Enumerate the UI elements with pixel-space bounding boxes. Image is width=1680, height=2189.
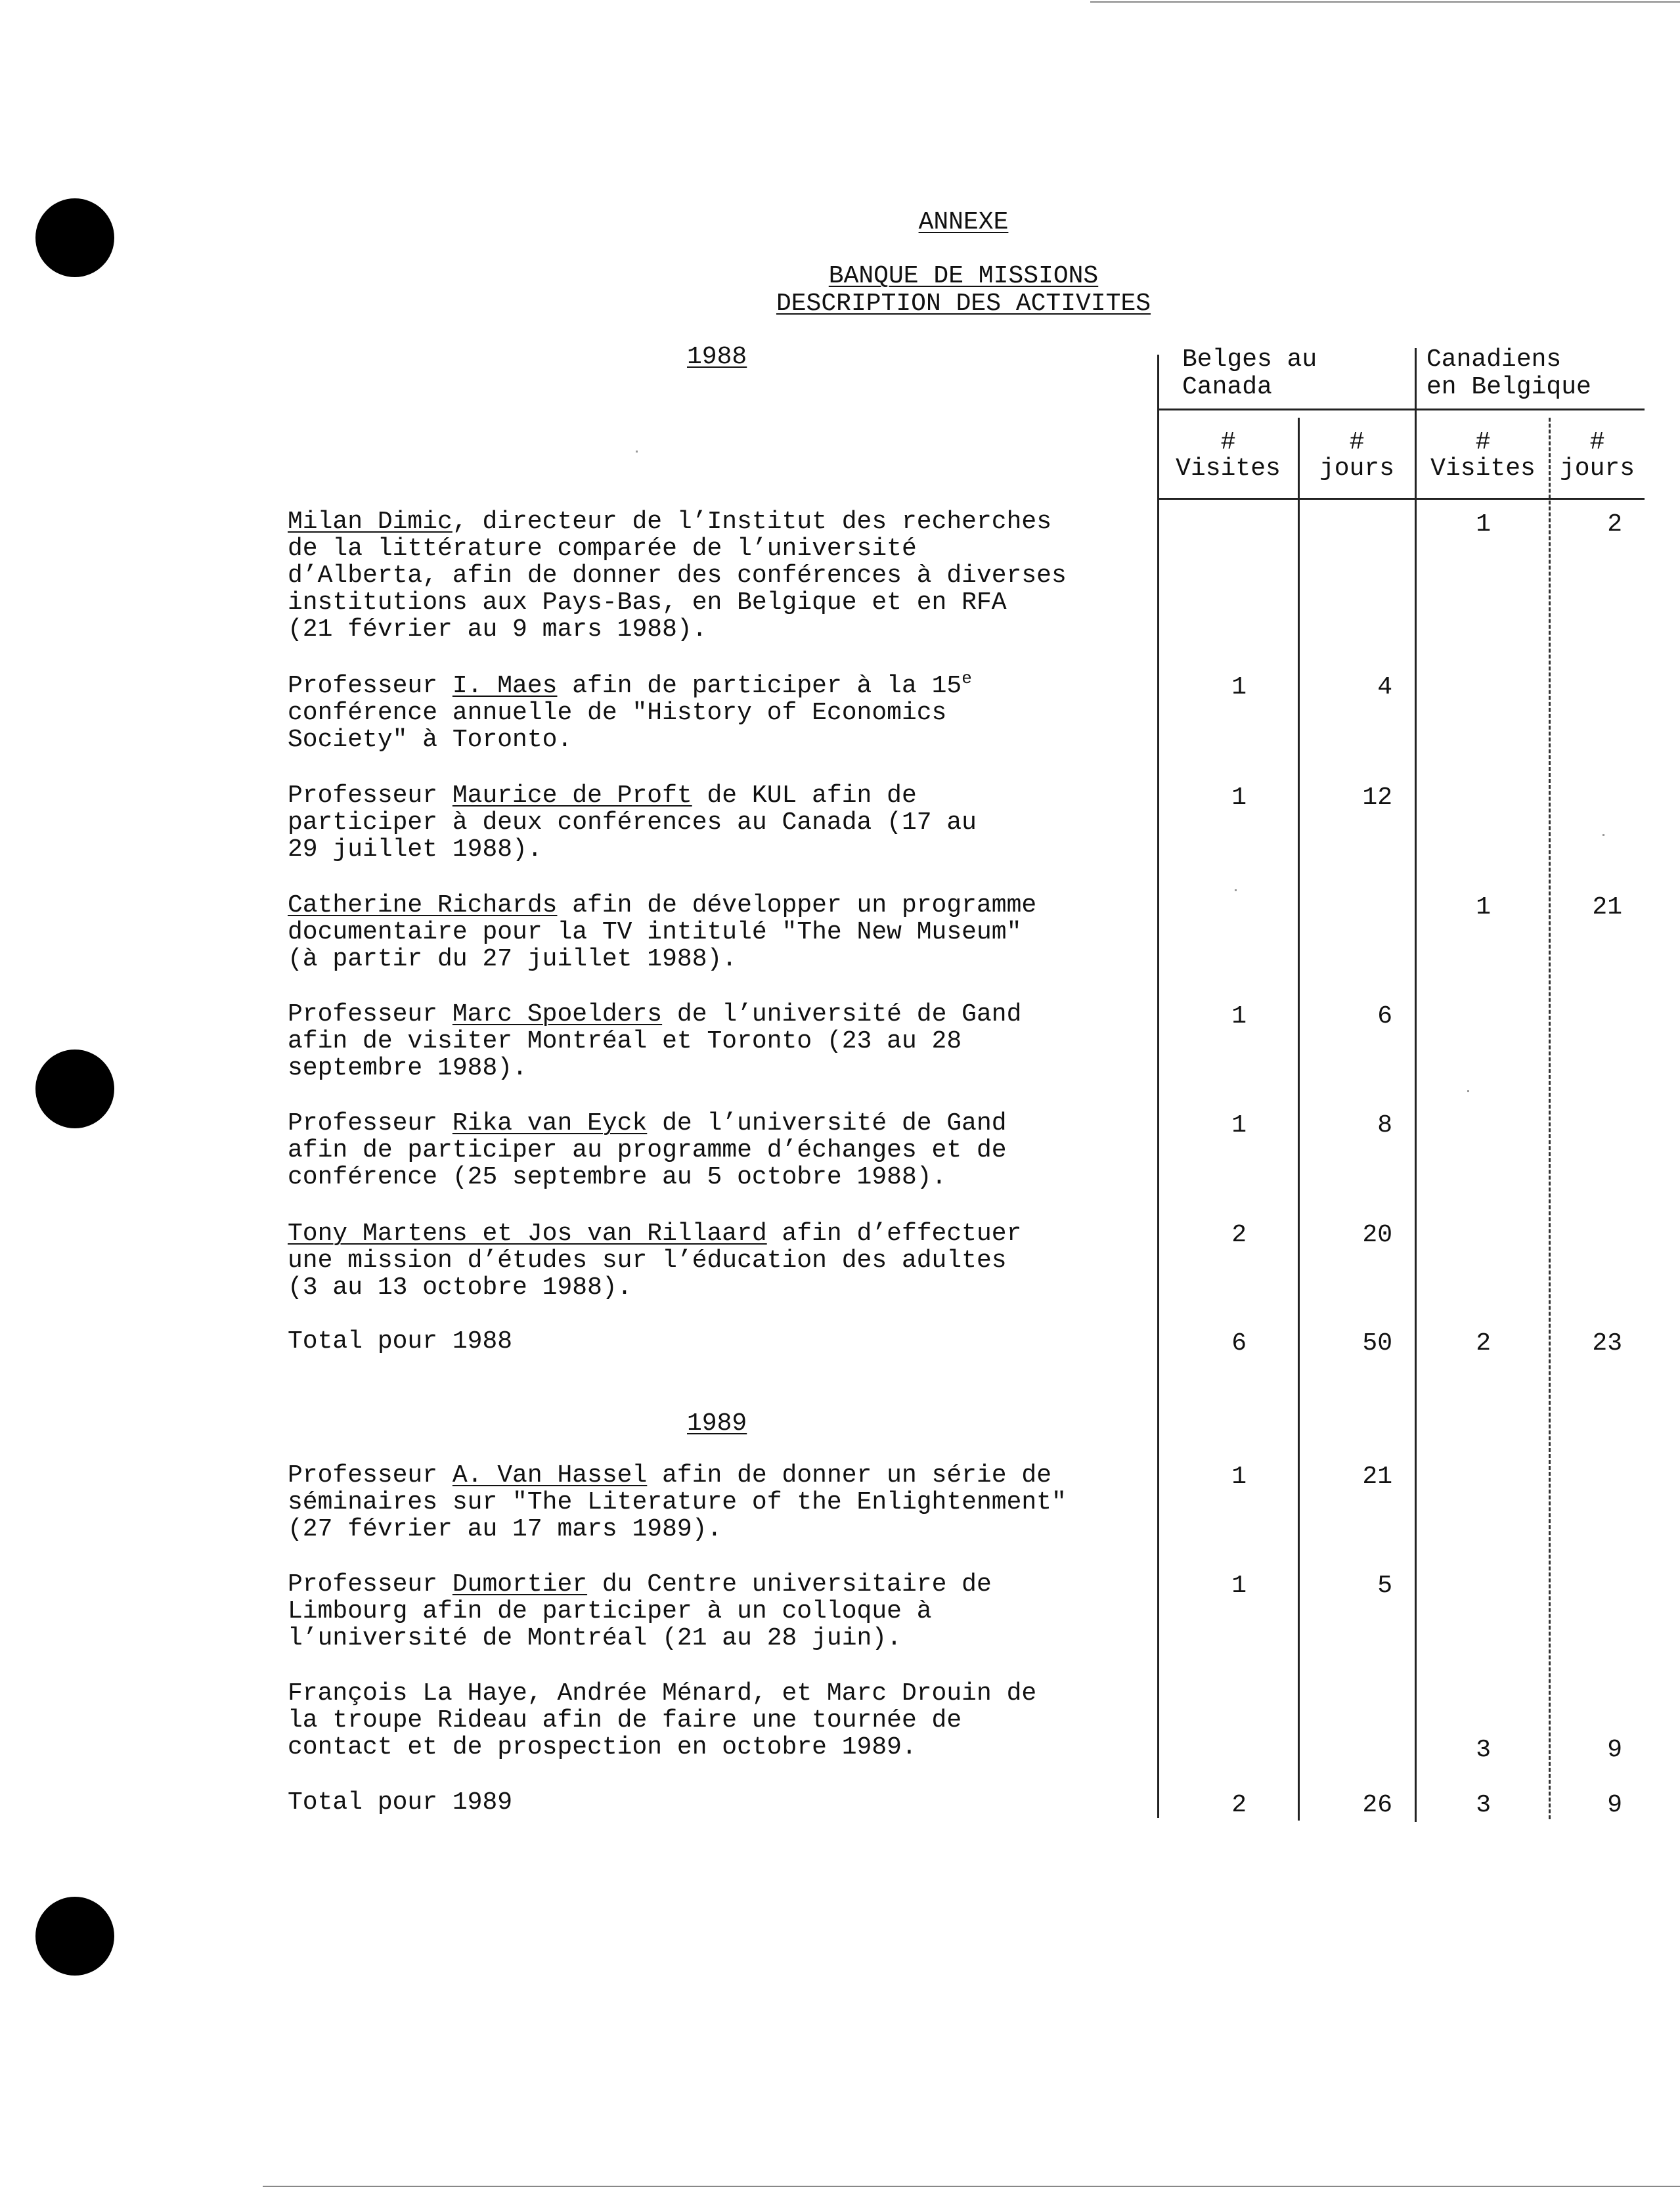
punch-hole-middle	[35, 1050, 114, 1128]
entry-line: (21 février au 9 mars 1988).	[288, 615, 707, 644]
entry-line: afin de visiter Montréal et Toronto (23 au 28	[288, 1027, 962, 1055]
canadiens-visites-hash: #	[1475, 428, 1491, 456]
entry-line: (3 au 13 octobre 1988).	[288, 1273, 632, 1302]
entry-1988-3	[288, 782, 1141, 863]
entry-line: contact et de prospection en octobre 1989.	[288, 1733, 917, 1761]
entry-line: l’université de Montréal (21 au 28 juin).	[288, 1624, 902, 1652]
total-1989-label: Total pour 1989	[288, 1788, 513, 1817]
cell-belges-jours: 8	[1377, 1111, 1392, 1139]
entry-line: conférence annuelle de "History of Economics	[288, 699, 947, 727]
scan-speck	[636, 451, 638, 453]
cell-belges-jours: 21	[1362, 1463, 1392, 1491]
scan-speck	[1467, 1090, 1469, 1092]
total-1988-belges-jours: 50	[1362, 1329, 1392, 1358]
entry-line: la troupe Rideau afin de faire une tournée de	[288, 1706, 962, 1735]
belges-jours-header: jours	[1319, 454, 1395, 483]
entry-1989-1	[288, 1462, 1141, 1543]
entry-prefix: Professeur	[288, 1570, 453, 1599]
cell-belges-visites: 1	[1231, 1002, 1247, 1030]
total-1989-canadiens-visites: 3	[1476, 1791, 1491, 1819]
punch-hole-bottom	[35, 1897, 114, 1976]
cell-canadiens-jours: 9	[1607, 1736, 1622, 1764]
entry-prefix: Professeur	[288, 672, 453, 700]
entry-person: Dumortier	[452, 1570, 588, 1599]
entry-line: conférence (25 septembre au 5 octobre 1988).	[288, 1163, 947, 1191]
entry-prefix: Professeur	[288, 1109, 453, 1138]
entry-line: de la littérature comparée de l’université	[288, 535, 917, 563]
belges-visites-header: Visites	[1176, 454, 1281, 483]
document-subtitle: DESCRIPTION DES ACTIVITES	[776, 290, 1151, 318]
entry-line: afin de participer au programme d’échanges et de	[288, 1136, 1007, 1164]
belges-jours-hash: #	[1349, 428, 1365, 456]
cell-belges-jours: 4	[1377, 673, 1392, 701]
total-1988-label: Total pour 1988	[288, 1327, 513, 1356]
belges-header-line1: Belges au	[1182, 345, 1317, 374]
belges-header-line2: Canada	[1182, 373, 1272, 401]
entry-line: d’Alberta, afin de donner des conférences à diverses	[288, 562, 1067, 590]
scan-edge-bottom	[263, 2186, 1680, 2187]
belges-visites-hash: #	[1220, 428, 1236, 456]
entry-1988-4	[288, 892, 1141, 973]
entry-first-line: afin de participer à la 15	[557, 672, 962, 700]
total-1989-belges-jours: 26	[1362, 1791, 1392, 1819]
canadiens-header-line1: Canadiens	[1426, 345, 1562, 374]
rule-group-split	[1415, 348, 1417, 1822]
rule-canadiens-split	[1549, 418, 1551, 1819]
cell-belges-visites: 1	[1231, 673, 1247, 701]
cell-canadiens-visites: 3	[1476, 1736, 1491, 1764]
entry-first-line: de l’université de Gand	[647, 1109, 1007, 1138]
entry-prefix: Professeur	[288, 1461, 453, 1490]
rule-group-header	[1159, 409, 1645, 410]
scan-edge-top	[1090, 1, 1680, 3]
rule-left	[1157, 355, 1159, 1818]
entry-first-line: afin de donner un série de	[647, 1461, 1051, 1490]
annexe-heading: ANNEXE	[918, 208, 1009, 236]
entry-person: Maurice de Proft	[452, 782, 692, 810]
canadiens-jours-header: jours	[1559, 454, 1635, 483]
entry-prefix: Professeur	[288, 782, 453, 810]
entry-first-line: , directeur de l’Institut des recherches	[452, 508, 1051, 536]
entry-first-line: du Centre universitaire de	[587, 1570, 992, 1599]
cell-canadiens-jours: 21	[1592, 893, 1622, 921]
entry-1988-7	[288, 1220, 1141, 1301]
entry-line: une mission d’études sur l’éducation des adultes	[288, 1247, 1007, 1275]
entry-1989-2	[288, 1571, 1141, 1652]
cell-canadiens-visites: 1	[1476, 893, 1491, 921]
total-1988-canadiens-jours: 23	[1592, 1329, 1622, 1358]
entry-line: Society" à Toronto.	[288, 726, 573, 754]
entry-person: Marc Spoelders	[452, 1000, 663, 1028]
total-1988-belges-visites: 6	[1231, 1329, 1247, 1358]
entry-person: Tony Martens et Jos van Rillaard	[288, 1220, 767, 1248]
total-1988-canadiens-visites: 2	[1476, 1329, 1491, 1358]
entry-person: I. Maes	[452, 672, 558, 700]
year-heading-1988: 1988	[687, 343, 747, 371]
cell-belges-visites: 1	[1231, 1463, 1247, 1491]
entry-1988-2	[288, 669, 1141, 754]
canadiens-jours-hash: #	[1589, 428, 1605, 456]
cell-belges-jours: 5	[1377, 1572, 1392, 1600]
year-heading-1989: 1989	[687, 1409, 747, 1438]
cell-belges-jours: 6	[1377, 1002, 1392, 1030]
entry-line: Limbourg afin de participer à un colloque à	[288, 1597, 932, 1625]
entry-line: septembre 1988).	[288, 1054, 527, 1082]
cell-belges-visites: 2	[1231, 1221, 1247, 1249]
total-1989-belges-visites: 2	[1231, 1791, 1247, 1819]
entry-first-line: de l’université de Gand	[662, 1000, 1022, 1028]
cell-belges-visites: 1	[1231, 1572, 1247, 1600]
entry-1988-5	[288, 1001, 1141, 1082]
rule-belges-split	[1298, 418, 1300, 1821]
scan-speck	[1235, 889, 1237, 891]
entry-first-line: afin d’effectuer	[766, 1220, 1022, 1248]
canadiens-visites-header: Visites	[1430, 454, 1536, 483]
entry-superscript: e	[962, 669, 972, 688]
entry-1988-1	[288, 508, 1141, 643]
entry-person: Rika van Eyck	[452, 1109, 648, 1138]
cell-canadiens-visites: 1	[1476, 510, 1491, 539]
entry-first-line: afin de développer un programme	[557, 891, 1037, 919]
scan-speck	[1603, 834, 1604, 836]
entry-1988-6	[288, 1110, 1141, 1191]
entry-prefix: Professeur	[288, 1000, 453, 1028]
entry-prefix: François La Haye, Andrée Ménard, et Marc Drouin de	[288, 1679, 1037, 1708]
entry-first-line: de KUL afin de	[692, 782, 917, 810]
entry-person: A. Van Hassel	[452, 1461, 648, 1490]
entry-person: Catherine Richards	[288, 891, 558, 919]
entry-person: Milan Dimic	[288, 508, 453, 536]
entry-line: documentaire pour la TV intitulé "The New Museum"	[288, 918, 1022, 946]
rule-column-header	[1159, 498, 1645, 500]
entry-line: institutions aux Pays-Bas, en Belgique et en RFA	[288, 588, 1007, 617]
document-title: BANQUE DE MISSIONS	[828, 262, 1099, 290]
entry-line: (à partir du 27 juillet 1988).	[288, 945, 738, 973]
entry-line: séminaires sur "The Literature of the Enlightenment"	[288, 1488, 1067, 1516]
entry-1989-3	[288, 1680, 1141, 1761]
entry-line: (27 février au 17 mars 1989).	[288, 1515, 722, 1543]
total-1989-canadiens-jours: 9	[1607, 1791, 1622, 1819]
canadiens-header-line2: en Belgique	[1426, 373, 1591, 401]
cell-belges-jours: 20	[1362, 1221, 1392, 1249]
cell-canadiens-jours: 2	[1607, 510, 1622, 539]
entry-line: participer à deux conférences au Canada (17 au	[288, 808, 977, 837]
cell-belges-visites: 1	[1231, 784, 1247, 812]
cell-belges-jours: 12	[1362, 784, 1392, 812]
cell-belges-visites: 1	[1231, 1111, 1247, 1139]
punch-hole-top	[35, 198, 114, 277]
entry-line: 29 juillet 1988).	[288, 835, 542, 864]
